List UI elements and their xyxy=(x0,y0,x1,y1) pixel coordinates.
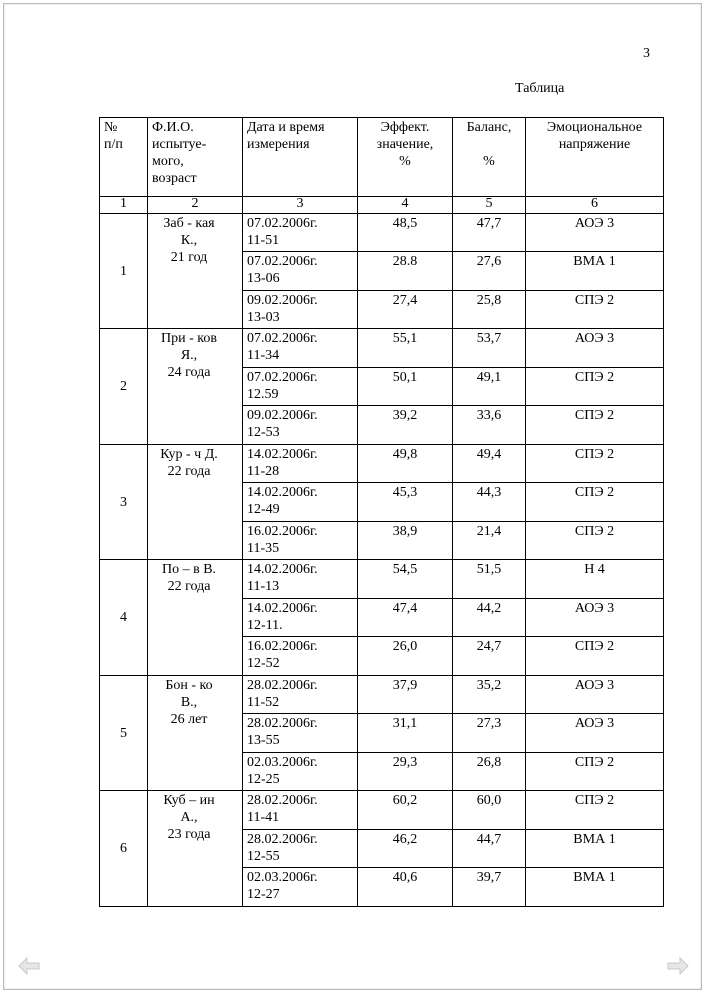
measurement-date: 28.02.2006г. xyxy=(247,716,318,732)
balance-value: 49,1 xyxy=(453,367,526,406)
subject-name xyxy=(148,329,243,445)
row-number: 6 xyxy=(100,791,148,907)
effect-value: 50,1 xyxy=(358,367,453,406)
effect-value: 49,8 xyxy=(358,444,453,483)
measurement-time: 11-52 xyxy=(247,694,280,710)
measurement-date: 02.03.2006г. xyxy=(247,870,318,886)
subject-name-line: А., xyxy=(180,810,198,826)
measurement-datetime xyxy=(243,675,358,714)
subject-name-line: При - ков xyxy=(161,331,217,347)
balance-value: 51,5 xyxy=(453,560,526,599)
row-number: 4 xyxy=(100,560,148,676)
balance-value: 44,2 xyxy=(453,598,526,637)
balance-value: 49,4 xyxy=(453,444,526,483)
subject-name xyxy=(148,675,243,791)
table-row xyxy=(100,329,664,368)
measurement-date: 16.02.2006г. xyxy=(247,523,318,539)
balance-value: 44,7 xyxy=(453,829,526,868)
measurement-datetime xyxy=(243,367,358,406)
emotion-value: ВМА 1 xyxy=(526,252,664,291)
subject-name xyxy=(148,444,243,560)
emotion-value: АОЭ 3 xyxy=(526,329,664,368)
subject-name xyxy=(148,560,243,676)
subject-name-line: 26 лет xyxy=(170,711,208,727)
measurement-datetime xyxy=(243,521,358,560)
measurement-date: 14.02.2006г. xyxy=(247,446,318,462)
row-number: 3 xyxy=(100,444,148,560)
arrow-right-icon[interactable] xyxy=(667,957,689,975)
table-title: Таблица xyxy=(515,81,565,96)
subject-name-line: К., xyxy=(180,232,198,248)
balance-value: 27,3 xyxy=(453,714,526,753)
subject-name-line: 22 года xyxy=(167,463,211,479)
balance-value: 33,6 xyxy=(453,406,526,445)
measurement-datetime xyxy=(243,213,358,252)
effect-value: 45,3 xyxy=(358,483,453,522)
table-row xyxy=(100,560,664,599)
measurement-date: 07.02.2006г. xyxy=(247,254,318,270)
table-row xyxy=(100,444,664,483)
measurement-time: 12-52 xyxy=(247,656,280,672)
subject-name-line: 23 года xyxy=(167,827,211,843)
effect-value: 46,2 xyxy=(358,829,453,868)
emotion-value: СПЭ 2 xyxy=(526,637,664,676)
balance-value: 21,4 xyxy=(453,521,526,560)
column-number: 6 xyxy=(526,197,664,214)
emotion-value: АОЭ 3 xyxy=(526,675,664,714)
measurement-date: 09.02.2006г. xyxy=(247,292,318,308)
measurement-date: 07.02.2006г. xyxy=(247,331,318,347)
measurement-datetime xyxy=(243,290,358,329)
measurement-time: 12-27 xyxy=(247,887,280,903)
measurement-time: 12-25 xyxy=(247,771,280,787)
measurement-time: 11-13 xyxy=(247,579,280,595)
header-num: № п/п xyxy=(100,118,148,197)
balance-value: 25,8 xyxy=(453,290,526,329)
measurement-datetime xyxy=(243,252,358,291)
measurement-date: 09.02.2006г. xyxy=(247,408,318,424)
effect-value: 60,2 xyxy=(358,791,453,830)
arrow-left-icon[interactable] xyxy=(18,957,40,975)
measurement-date: 28.02.2006г. xyxy=(247,793,318,809)
header-balance: Баланс, % xyxy=(453,118,526,197)
subject-name-line: 24 года xyxy=(167,365,211,381)
measurement-date: 14.02.2006г. xyxy=(247,485,318,501)
emotion-value: АОЭ 3 xyxy=(526,598,664,637)
subject-name xyxy=(148,791,243,907)
effect-value: 48,5 xyxy=(358,213,453,252)
balance-value: 47,7 xyxy=(453,213,526,252)
subject-name-line: Я., xyxy=(180,348,198,364)
balance-value: 24,7 xyxy=(453,637,526,676)
effect-value: 47,4 xyxy=(358,598,453,637)
measurement-time: 12-53 xyxy=(247,425,280,441)
emotion-value: АОЭ 3 xyxy=(526,714,664,753)
measurement-datetime xyxy=(243,598,358,637)
subject-name-line: Кур - ч Д. xyxy=(160,446,218,462)
measurement-date: 16.02.2006г. xyxy=(247,639,318,655)
measurement-datetime xyxy=(243,752,358,791)
measurement-time: 12-55 xyxy=(247,848,280,864)
effect-value: 27,4 xyxy=(358,290,453,329)
measurement-datetime xyxy=(243,791,358,830)
measurement-datetime xyxy=(243,444,358,483)
measurement-time: 13-55 xyxy=(247,733,280,749)
measurement-time: 13-06 xyxy=(247,271,280,287)
measurement-time: 12-11. xyxy=(247,617,283,633)
emotion-value: ВМА 1 xyxy=(526,868,664,907)
balance-value: 39,7 xyxy=(453,868,526,907)
table-row xyxy=(100,213,664,252)
balance-value: 27,6 xyxy=(453,252,526,291)
effect-value: 37,9 xyxy=(358,675,453,714)
subject-name-line: Бон - ко xyxy=(165,677,213,693)
header-fio: Ф.И.О. испытуе- мого, возраст xyxy=(148,118,243,197)
emotion-value: СПЭ 2 xyxy=(526,752,664,791)
subject-name-line: Куб – ин xyxy=(163,793,215,809)
row-number: 2 xyxy=(100,329,148,445)
emotion-value: СПЭ 2 xyxy=(526,406,664,445)
header-effect: Эффект. значение, % xyxy=(358,118,453,197)
effect-value: 55,1 xyxy=(358,329,453,368)
emotion-value: СПЭ 2 xyxy=(526,444,664,483)
measurement-datetime xyxy=(243,868,358,907)
measurement-datetime xyxy=(243,637,358,676)
header-emotion: Эмоциональное напряжение xyxy=(526,118,664,197)
column-number: 4 xyxy=(358,197,453,214)
effect-value: 39,2 xyxy=(358,406,453,445)
effect-value: 26,0 xyxy=(358,637,453,676)
measurement-date: 02.03.2006г. xyxy=(247,754,318,770)
effect-value: 31,1 xyxy=(358,714,453,753)
column-number: 3 xyxy=(243,197,358,214)
measurement-datetime xyxy=(243,714,358,753)
column-number: 1 xyxy=(100,197,148,214)
measurement-time: 11-51 xyxy=(247,232,280,248)
measurement-time: 11-41 xyxy=(247,810,280,826)
table-row xyxy=(100,791,664,830)
balance-value: 26,8 xyxy=(453,752,526,791)
measurement-date: 14.02.2006г. xyxy=(247,600,318,616)
measurement-date: 07.02.2006г. xyxy=(247,369,318,385)
measurement-date: 28.02.2006г. xyxy=(247,677,318,693)
subject-name-line: 21 год xyxy=(170,249,208,265)
measurement-time: 12.59 xyxy=(247,386,279,402)
measurement-datetime xyxy=(243,329,358,368)
emotion-value: СПЭ 2 xyxy=(526,791,664,830)
measurement-time: 11-34 xyxy=(247,348,280,364)
measurement-time: 11-28 xyxy=(247,463,280,479)
emotion-value: СПЭ 2 xyxy=(526,521,664,560)
column-number: 5 xyxy=(453,197,526,214)
header-row xyxy=(100,118,664,197)
measurement-time: 12-49 xyxy=(247,502,280,518)
subject-name xyxy=(148,213,243,329)
emotion-value: АОЭ 3 xyxy=(526,213,664,252)
effect-value: 28.8 xyxy=(358,252,453,291)
subject-name-line: 22 года xyxy=(167,579,211,595)
emotion-value: ВМА 1 xyxy=(526,829,664,868)
subject-name-line: В., xyxy=(180,694,198,710)
emotion-value: СПЭ 2 xyxy=(526,290,664,329)
emotion-value: СПЭ 2 xyxy=(526,483,664,522)
balance-value: 35,2 xyxy=(453,675,526,714)
effect-value: 54,5 xyxy=(358,560,453,599)
data-table xyxy=(99,117,664,907)
column-number-row xyxy=(100,197,664,214)
measurement-time: 11-35 xyxy=(247,540,280,556)
header-date: Дата и время измерения xyxy=(243,118,358,197)
subject-name-line: По – в В. xyxy=(161,562,217,578)
measurement-date: 28.02.2006г. xyxy=(247,831,318,847)
emotion-value: СПЭ 2 xyxy=(526,367,664,406)
table-row xyxy=(100,675,664,714)
balance-value: 60,0 xyxy=(453,791,526,830)
measurement-datetime xyxy=(243,829,358,868)
subject-name-line: Заб - кая xyxy=(163,215,215,231)
measurement-datetime xyxy=(243,560,358,599)
measurement-time: 13-03 xyxy=(247,309,280,325)
measurement-datetime xyxy=(243,406,358,445)
effect-value: 29,3 xyxy=(358,752,453,791)
effect-value: 38,9 xyxy=(358,521,453,560)
measurement-datetime xyxy=(243,483,358,522)
measurement-date: 14.02.2006г. xyxy=(247,562,318,578)
balance-value: 53,7 xyxy=(453,329,526,368)
page-number: 3 xyxy=(643,46,650,61)
balance-value: 44,3 xyxy=(453,483,526,522)
effect-value: 40,6 xyxy=(358,868,453,907)
row-number: 5 xyxy=(100,675,148,791)
row-number: 1 xyxy=(100,213,148,329)
emotion-value: Н 4 xyxy=(526,560,664,599)
column-number: 2 xyxy=(148,197,243,214)
measurement-date: 07.02.2006г. xyxy=(247,215,318,231)
